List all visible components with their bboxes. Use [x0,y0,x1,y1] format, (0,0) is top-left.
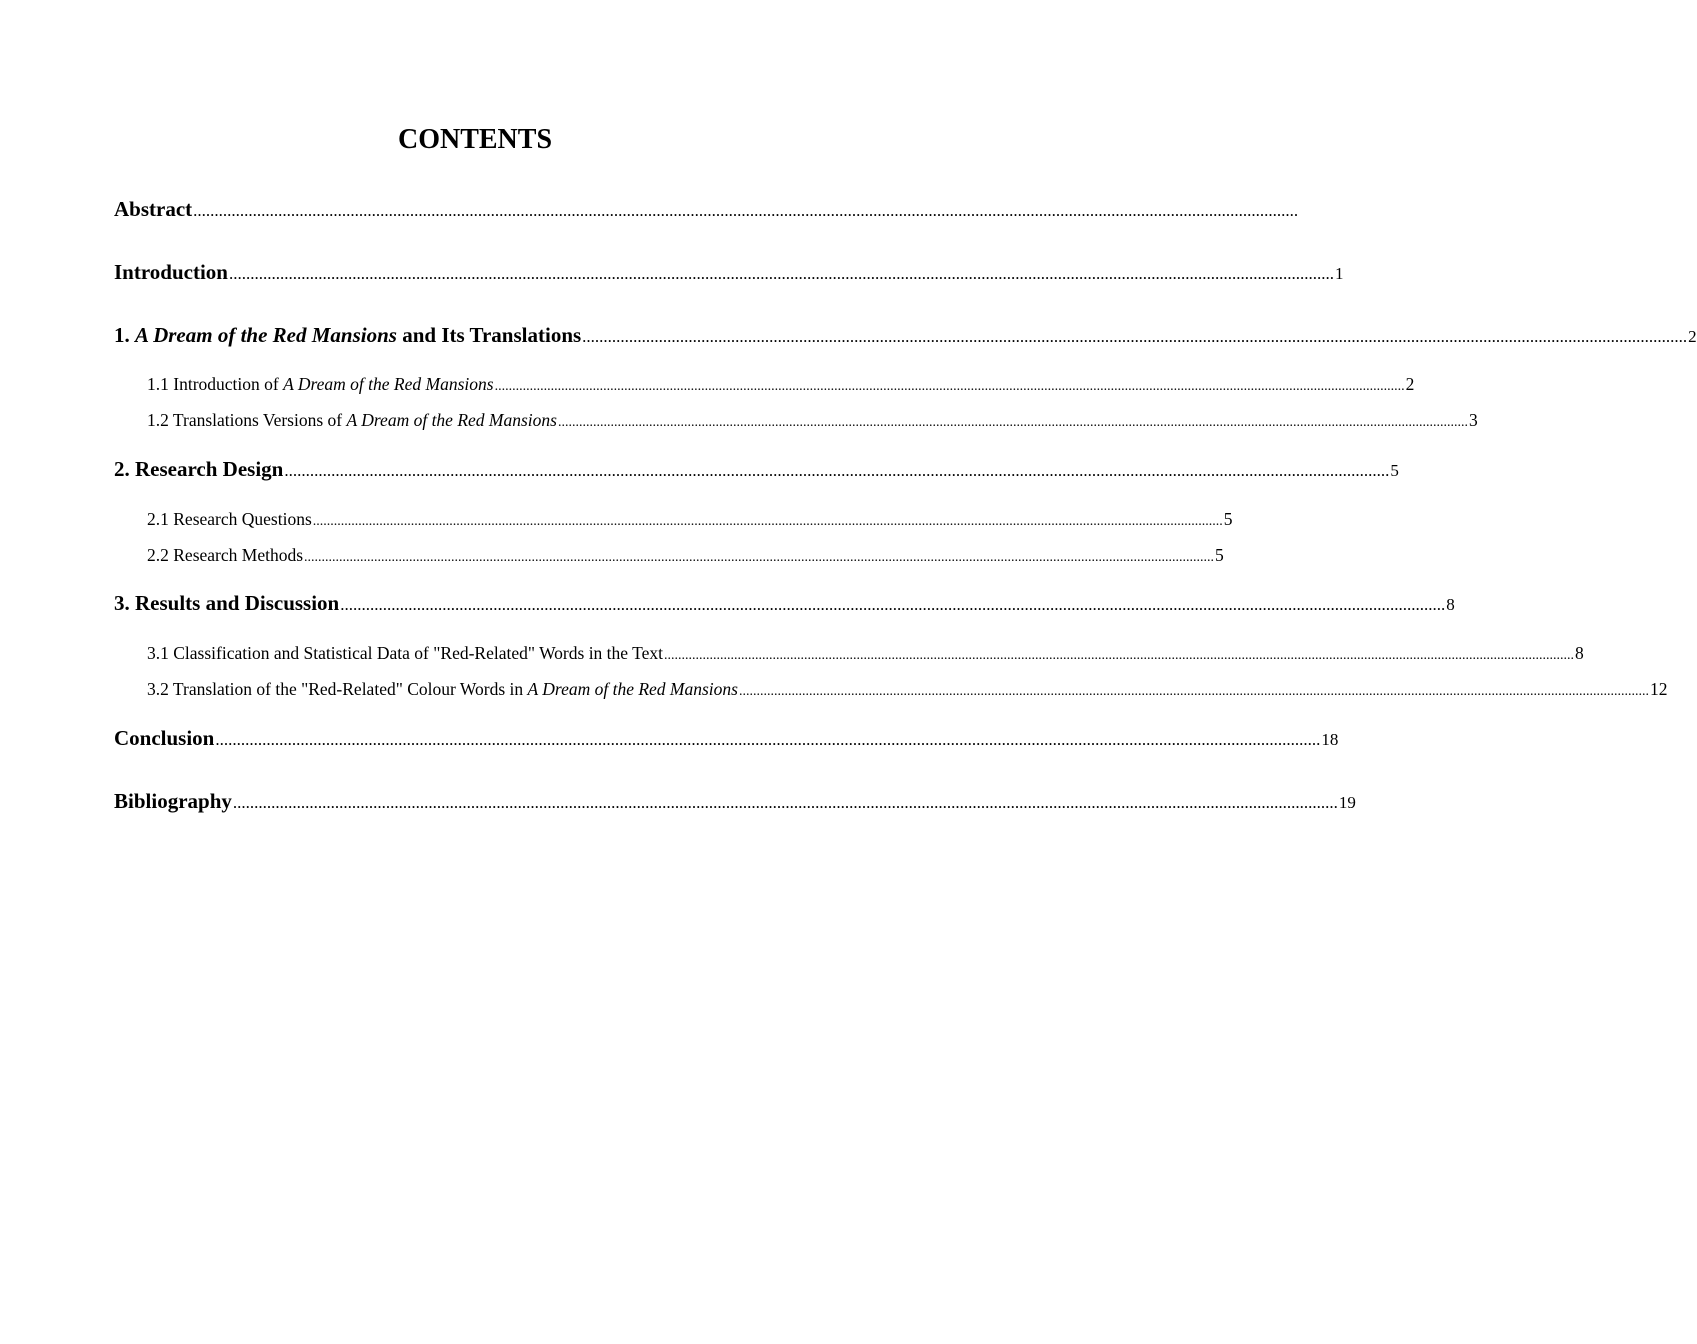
toc-entry-abstract[interactable] [114,195,1299,225]
toc-page-number: 5 [1223,509,1233,529]
toc-entry-conclusion[interactable] [114,724,1339,754]
toc-entry-section-2-2[interactable] [147,543,1224,570]
dot-leader: .................................................................................................................................................................................................................................................................... [215,730,1321,749]
toc-page-number: 8 [1574,643,1584,663]
toc-page-number: 18 [1321,730,1339,749]
toc-page-number: 5 [1390,461,1399,480]
toc-entry-section-3-2[interactable] [147,677,1668,704]
toc-entry-label: 2. Research Design [114,457,284,481]
toc-entry-section-3-1[interactable] [147,641,1584,668]
toc-entry-label: Bibliography [114,789,232,813]
toc-entry-label: 3.2 Translation of the "Red-Related" Colour Words in A Dream of the Red Mansions [147,679,738,699]
dot-leader: .................................................................................................................................................................................................................................................................... [304,550,1215,565]
toc-page-number: 5 [1215,545,1224,565]
toc-page-number: 3 [1468,410,1478,430]
dot-leader: .................................................................................................................................................................................................................................................................... [284,461,1390,480]
toc-entry-label: 2.2 Research Methods [147,545,304,565]
toc-page-number: 1 [1334,264,1344,283]
toc-entry-label: Abstract [114,197,193,221]
dot-leader: .................................................................................................................................................................................................................................................................... [228,264,1334,283]
dot-leader: .................................................................................................................................................................................................................................................................... [557,415,1468,430]
toc-entry-chapter-2[interactable] [114,455,1399,485]
dot-leader: .................................................................................................................................................................................................................................................................... [738,684,1649,699]
toc-entry-section-2-1[interactable] [147,507,1233,534]
toc-entry-bibliography[interactable] [114,787,1356,817]
dot-leader: .................................................................................................................................................................................................................................................................... [232,793,1338,812]
toc-page-number: 12 [1649,679,1668,699]
dot-leader: .................................................................................................................................................................................................................................................................... [663,648,1574,663]
dot-leader: .................................................................................................................................................................................................................................................................... [193,201,1299,220]
toc-entry-chapter-1[interactable] [114,321,1697,351]
dot-leader: .................................................................................................................................................................................................................................................................... [582,327,1688,346]
toc-entry-label: 1.2 Translations Versions of A Dream of the Red Mansions [147,410,557,430]
toc-entry-label: 1.1 Introduction of A Dream of the Red Mansions [147,374,494,394]
toc-entry-section-1-1[interactable] [147,372,1415,399]
toc-page-number: 19 [1338,793,1356,812]
toc-entry-label: Introduction [114,260,228,284]
toc-page-number: 2 [1688,327,1697,346]
toc-entry-label: 3. Results and Discussion [114,591,340,615]
dot-leader: .................................................................................................................................................................................................................................................................... [340,595,1446,614]
toc-entry-chapter-3[interactable] [114,589,1455,619]
toc-entry-label: 2.1 Research Questions [147,509,312,529]
toc-entry-section-1-2[interactable] [147,408,1478,435]
toc-entry-label: 1. A Dream of the Red Mansions and Its Translations [114,323,582,347]
toc-entry-label: 3.1 Classification and Statistical Data of "Red-Related" Words in the Text [147,643,663,663]
toc-entry-label: Conclusion [114,726,215,750]
toc-page-number: 8 [1446,595,1455,614]
toc-entry-introduction[interactable] [114,258,1344,288]
contents-heading: CONTENTS [397,124,553,155]
dot-leader: .................................................................................................................................................................................................................................................................... [494,379,1405,394]
dot-leader: .................................................................................................................................................................................................................................................................... [312,514,1223,529]
toc-page-number: 2 [1405,374,1415,394]
